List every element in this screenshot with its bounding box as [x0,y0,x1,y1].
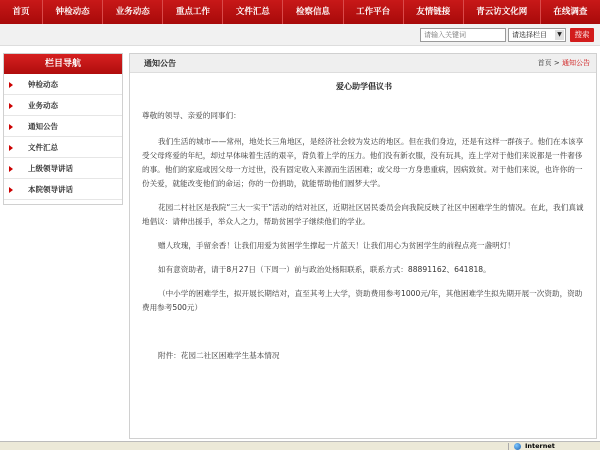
sidebar-item-label: 通知公告 [28,122,58,131]
article-attachment[interactable]: 附件：花园二社区困难学生基本情况 [158,351,280,360]
breadcrumb-separator: > [551,59,562,67]
nav-item[interactable]: 业务动态 [103,0,163,24]
security-zone-label: Internet [525,442,555,450]
sidebar-item-label: 文件汇总 [28,143,58,152]
nav-item[interactable]: 文件汇总 [223,0,283,24]
nav-item[interactable]: 在线调查 [553,7,588,17]
sidebar-item-label: 本院领导讲话 [28,185,73,194]
breadcrumb-current[interactable]: 通知公告 [562,59,590,67]
nav-item[interactable]: 首页 [0,0,43,24]
article-paragraph: （中小学的困难学生，拟开展长期结对，直至其考上大学，资助费用参考1000元/年，其他困难学生拟先期开展一次资助，资助费用参考500元） [142,289,583,312]
sidebar-item-label: 业务动态 [28,101,58,110]
column-select[interactable] [508,28,566,42]
search-input[interactable] [420,28,506,42]
sidebar-item[interactable] [4,158,122,179]
column-select-label: 请选择栏目 [512,31,547,39]
status-separator [508,443,509,450]
nav-item[interactable]: 友情链接 [404,0,464,24]
status-bar [0,441,600,450]
arrow-bullet-icon [9,82,13,88]
arrow-bullet-icon [9,166,13,172]
nav-item[interactable]: 钟检动态 [43,0,103,24]
arrow-bullet-icon [9,103,13,109]
sidebar-item[interactable] [4,95,122,116]
sidebar [3,53,123,205]
nav-item[interactable]: 重点工作 [163,0,223,24]
article-greeting: 尊敬的领导、亲爱的同事们： [142,111,241,120]
breadcrumb-home[interactable]: 首页 [537,59,552,67]
search-bar [0,24,600,46]
article-paragraph: 花园二村社区是我院“三大一实干”活动的结对社区，近期社区居民委员会向我院反映了社区中困难学生的情况。在此，我们真诚地倡议：请伸出援手，举众人之力，帮助贫困学子继续他们的学业。 [142,203,584,226]
globe-icon [514,443,521,450]
nav-item[interactable]: 青云访文化网 [464,0,541,24]
search-button[interactable]: 搜索 [570,28,594,42]
main-header [130,54,596,73]
top-navigation [0,0,600,24]
breadcrumb [538,54,590,73]
article-paragraph: 赠人玫瑰，手留余香！让我们用爱为贫困学生撑起一片蓝天！让我们用心为贫困学生的前程点亮一盏明灯！ [158,241,515,250]
nav-item[interactable]: 检察信息 [283,0,343,24]
sidebar-item[interactable] [4,74,122,95]
sidebar-item-label: 钟检动态 [28,80,58,89]
article-title: 爱心助学倡议书 [336,82,392,91]
sidebar-item[interactable] [4,179,122,200]
section-title: 通知公告 [144,59,176,68]
sidebar-item[interactable] [4,137,122,158]
article-paragraph: 我们生活的城市——常州，地处长三角地区，是经济社会较为发达的地区。但在我们身边，还是有这样一群孩子。他们在本该享受父母疼爱的年纪，却过早体味着生活的艰辛，背负着上学的压力。他们没有新衣服，没有玩具，连上学对于他们来说都是一件奢侈的事。他们的家庭或因父母一方过世，没有固定收入来源而生活困难；或父母一方身患重病，因病致贫。对于他们来说，也许你的一份关爱，就能改变他们的命运；你的一份捐助，就能帮助他们圆梦大学。 [142,137,584,188]
nav-item[interactable]: 工作平台 [344,0,404,24]
arrow-bullet-icon [9,187,13,193]
sidebar-title: 栏目导航 [4,54,122,74]
main-content [129,53,597,439]
arrow-bullet-icon [9,124,13,130]
article-body [142,109,588,373]
sidebar-item[interactable] [4,116,122,137]
arrow-bullet-icon [9,145,13,151]
chevron-down-icon: ▼ [555,30,564,40]
sidebar-item-label: 上级领导讲话 [28,164,73,173]
article-paragraph: 如有意资助者，请于8月27日（下周一）前与政治处杨阳联系，联系方式：88891162、641818。 [158,265,491,274]
